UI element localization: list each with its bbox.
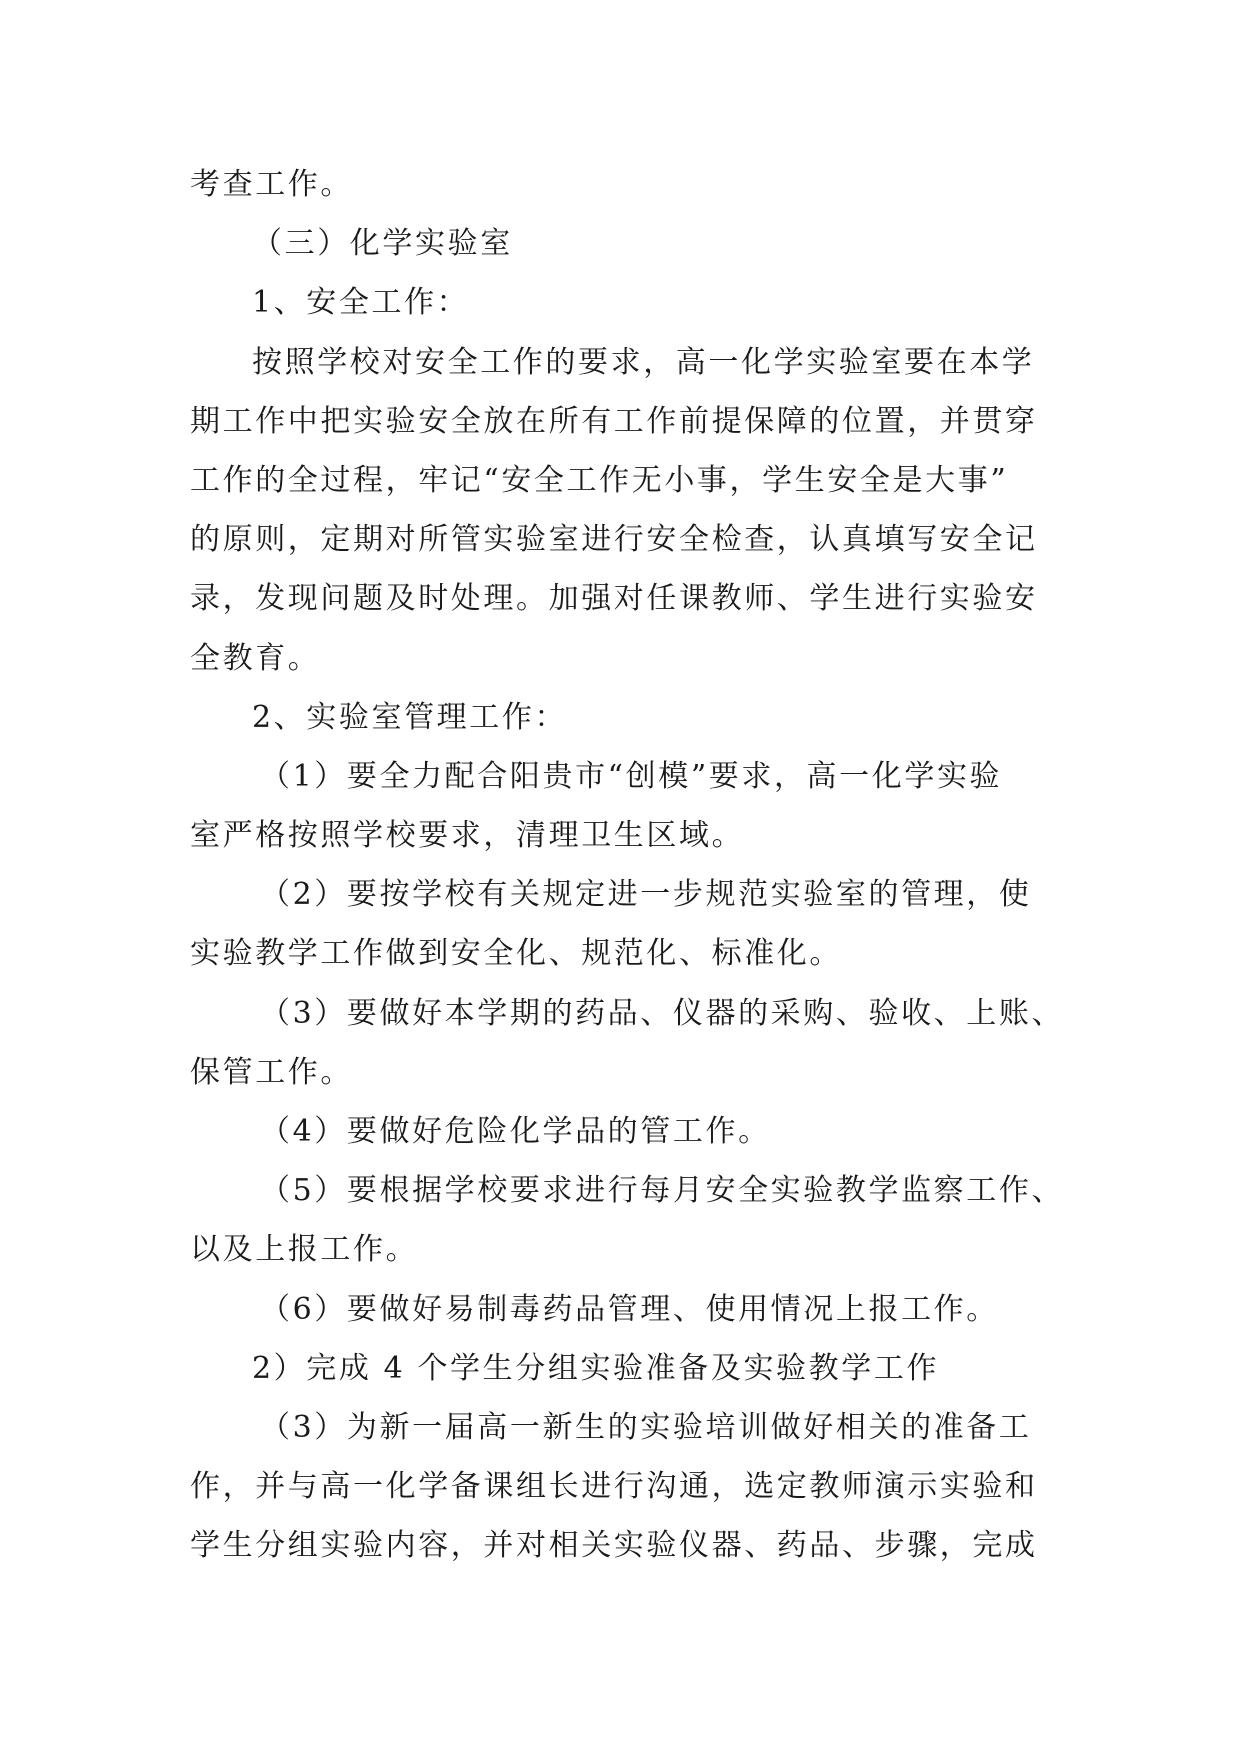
paragraph-line: 作，并与高一化学备课组长进行沟通，选定教师演示实验和 (190, 1469, 1038, 1505)
section-heading: （三）化学实验室 (252, 226, 513, 262)
list-item-line: （5）要根据学校要求进行每月安全实验教学监察工作、 (260, 1173, 1065, 1209)
paragraph-line: 工作的全过程，牢记“安全工作无小事，学生安全是大事” (190, 462, 1009, 498)
list-item-line: （2）要按学校有关规定进一步规范实验室的管理，使 (260, 877, 1032, 913)
subsection-heading: 2、实验室管理工作： (252, 699, 568, 735)
list-item-line: （3）为新一届高一新生的实验培训做好相关的准备工 (260, 1409, 1032, 1445)
list-item-line: （3）要做好本学期的药品、仪器的采购、验收、上账、 (260, 995, 1065, 1031)
subsection-heading: 1、安全工作： (252, 285, 470, 321)
paragraph-line: 实验教学工作做到安全化、规范化、标准化。 (190, 936, 842, 972)
paragraph-line: 按照学校对安全工作的要求，高一化学实验室要在本学 (252, 344, 1035, 380)
list-item-line: （1）要全力配合阳贵市“创模”要求，高一化学实验 (260, 758, 1003, 794)
document-body (190, 155, 1065, 1576)
list-item-line: （4）要做好危险化学品的管工作。 (260, 1114, 771, 1149)
paragraph-line: 考查工作。 (190, 167, 353, 202)
paragraph-line: 学生分组实验内容，并对相关实验仪器、药品、步骤，完成 (190, 1528, 1038, 1564)
paragraph-line: 录，发现问题及时处理。加强对任课教师、学生进行实验安 (190, 581, 1038, 617)
paragraph-line: 室严格按照学校要求，清理卫生区域。 (190, 818, 745, 854)
paragraph-line: 的原则，定期对所管实验室进行安全检查，认真填写安全记 (190, 522, 1038, 558)
list-item-line: 2）完成 4 个学生分组实验准备及实验教学工作 (252, 1350, 940, 1386)
paragraph-line: 全教育。 (190, 640, 321, 676)
paragraph-line: 保管工作。 (190, 1054, 353, 1090)
paragraph-line: 以及上报工作。 (190, 1232, 419, 1268)
paragraph-line: 期工作中把实验安全放在所有工作前提保障的位置，并贯穿 (190, 403, 1038, 439)
list-item-line: （6）要做好易制毒药品管理、使用情况上报工作。 (260, 1291, 999, 1327)
